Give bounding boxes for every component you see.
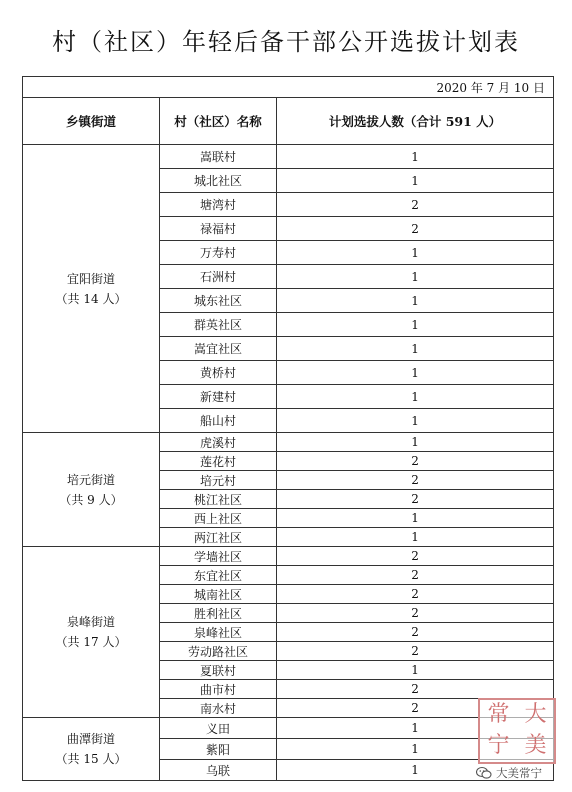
watermark-account: 大美常宁 [496,766,542,780]
village-name: 群英社区 [160,313,277,337]
village-name: 万寿村 [160,241,277,265]
planned-count: 1 [277,169,554,193]
seal-char: 大 [524,702,547,727]
village-name: 城北社区 [160,169,277,193]
village-name: 西上社区 [160,509,277,528]
planned-count: 2 [277,490,554,509]
planned-count: 1 [277,409,554,433]
table-row [23,145,554,169]
village-name: 泉峰社区 [160,623,277,642]
village-name: 东宜社区 [160,566,277,585]
village-name: 南水村 [160,699,277,718]
town-total: （共 17 人） [55,635,127,649]
seal-stamp [478,698,556,764]
planned-count: 1 [277,313,554,337]
planned-count: 2 [277,217,554,241]
village-name: 胜利社区 [160,604,277,623]
seal-char: 宁 [487,733,510,758]
village-name: 劳动路社区 [160,642,277,661]
planned-count: 2 [277,566,554,585]
plan-table [22,76,554,781]
table-row [23,433,554,452]
header-row [23,98,554,145]
table-row [23,547,554,566]
header-town: 乡镇街道 [23,98,160,145]
village-name: 桃江社区 [160,490,277,509]
village-name: 曲市村 [160,680,277,699]
town-total: （共 14 人） [55,291,127,306]
planned-count: 2 [277,193,554,217]
village-name: 紫阳 [160,739,277,760]
planned-count: 2 [277,452,554,471]
village-name: 乌联 [160,760,277,781]
planned-count: 1 [277,661,554,680]
planned-count: 2 [277,642,554,661]
planned-count: 2 [277,623,554,642]
village-name: 船山村 [160,409,277,433]
seal-char: 美 [524,733,547,758]
planned-count: 1 [277,265,554,289]
page-title: 村（社区）年轻后备干部公开选拔计划表 [52,28,520,56]
date-row [23,77,554,98]
planned-count: 2 [277,585,554,604]
village-name: 义田 [160,718,277,739]
village-name: 塘湾村 [160,193,277,217]
town-name: 曲潭街道 [66,732,115,746]
village-name: 城南社区 [160,585,277,604]
seal-char: 常 [487,702,510,727]
town-cell [23,547,160,718]
planned-count: 1 [277,528,554,547]
table-row [23,718,554,739]
planned-count: 1 [277,739,554,760]
town-total: （共 15 人） [55,752,127,766]
town-name: 泉峰街道 [66,615,115,629]
watermark [476,763,542,783]
village-name: 两江社区 [160,528,277,547]
town-name: 宜阳街道 [66,271,115,286]
planned-count: 2 [277,547,554,566]
planned-count: 2 [277,604,554,623]
planned-count: 1 [277,433,554,452]
town-name: 培元街道 [66,472,115,487]
village-name: 嵩宜社区 [160,337,277,361]
wechat-icon [476,766,492,780]
village-name: 莲花村 [160,452,277,471]
planned-count: 1 [277,241,554,265]
village-name: 虎溪村 [160,433,277,452]
village-name: 城东社区 [160,289,277,313]
town-cell [23,433,160,547]
header-village: 村（社区）名称 [160,98,277,145]
planned-count: 1 [277,145,554,169]
village-name: 禄福村 [160,217,277,241]
date-text: 2020 年 7 月 10 日 [23,77,554,98]
header-count: 计划选拔人数（合计 591 人） [277,98,554,145]
planned-count: 1 [277,718,554,739]
planned-count: 2 [277,699,554,718]
planned-count: 1 [277,337,554,361]
village-name: 培元村 [160,471,277,490]
planned-count: 1 [277,509,554,528]
planned-count: 1 [277,760,554,781]
planned-count: 1 [277,361,554,385]
plan-table-body [23,77,554,781]
village-name: 嵩联村 [160,145,277,169]
village-name: 学墙社区 [160,547,277,566]
town-cell [23,145,160,433]
town-total: （共 9 人） [59,492,123,507]
village-name: 石洲村 [160,265,277,289]
planned-count: 2 [277,680,554,699]
planned-count: 1 [277,385,554,409]
village-name: 夏联村 [160,661,277,680]
village-name: 黄桥村 [160,361,277,385]
village-name: 新建村 [160,385,277,409]
planned-count: 2 [277,471,554,490]
town-cell [23,718,160,781]
planned-count: 1 [277,289,554,313]
